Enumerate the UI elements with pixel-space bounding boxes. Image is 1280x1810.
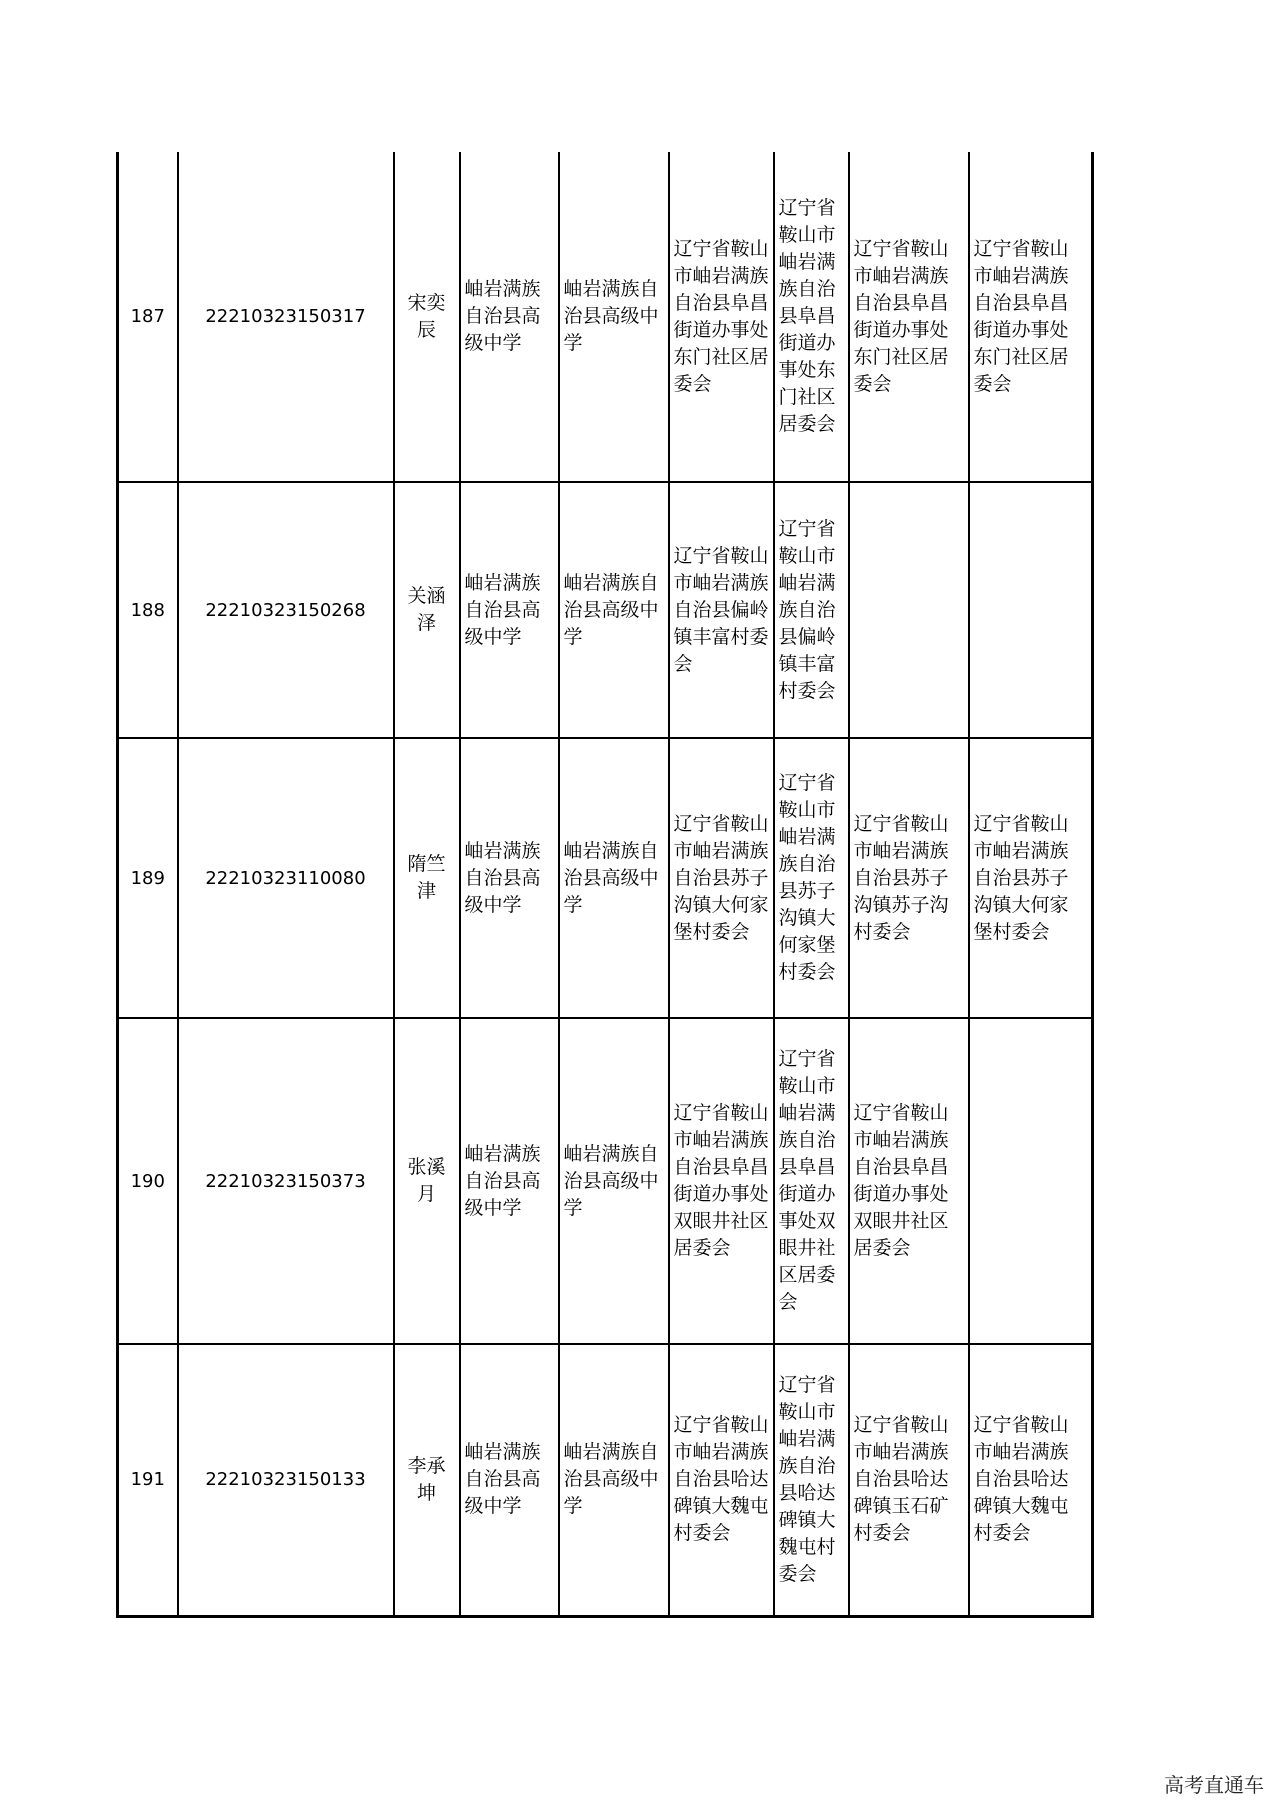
address-1: 辽宁省鞍山市岫岩满族自治县哈达碑镇大魏屯村委会 (669, 1344, 774, 1616)
address-3: 辽宁省鞍山市岫岩满族自治县哈达碑镇玉石矿村委会 (849, 1344, 969, 1616)
row-number: 189 (118, 738, 178, 1018)
student-table-container (116, 152, 1094, 1618)
table-row (118, 738, 1093, 1018)
school-name: 岫岩满族自治县高级中学 (460, 1018, 559, 1344)
table-row (118, 482, 1093, 738)
address-1: 辽宁省鞍山市岫岩满族自治县偏岭镇丰富村委会 (669, 482, 774, 738)
student-name: 宋奕辰 (394, 152, 460, 482)
exam-school: 岫岩满族自治县高级中学 (559, 152, 669, 482)
address-3 (849, 482, 969, 738)
student-table (116, 152, 1094, 1618)
student-name: 张溪月 (394, 1018, 460, 1344)
row-number: 188 (118, 482, 178, 738)
watermark-text: 高考直通车 (1164, 1773, 1264, 1797)
address-4 (969, 482, 1093, 738)
table-row (118, 1018, 1093, 1344)
address-3: 辽宁省鞍山市岫岩满族自治县阜昌街道办事处东门社区居委会 (849, 152, 969, 482)
exam-school: 岫岩满族自治县高级中学 (559, 1344, 669, 1616)
exam-id: 22210323150373 (178, 1018, 394, 1344)
row-number: 190 (118, 1018, 178, 1344)
address-4: 辽宁省鞍山市岫岩满族自治县哈达碑镇大魏屯村委会 (969, 1344, 1093, 1616)
exam-id: 22210323150268 (178, 482, 394, 738)
table-row (118, 152, 1093, 482)
school-name: 岫岩满族自治县高级中学 (460, 738, 559, 1018)
student-name: 关涵泽 (394, 482, 460, 738)
address-2: 辽宁省鞍山市岫岩满族自治县阜昌街道办事处东门社区居委会 (774, 152, 849, 482)
address-1: 辽宁省鞍山市岫岩满族自治县苏子沟镇大何家堡村委会 (669, 738, 774, 1018)
address-4 (969, 1018, 1093, 1344)
address-3: 辽宁省鞍山市岫岩满族自治县苏子沟镇苏子沟村委会 (849, 738, 969, 1018)
address-2: 辽宁省鞍山市岫岩满族自治县偏岭镇丰富村委会 (774, 482, 849, 738)
exam-id: 22210323110080 (178, 738, 394, 1018)
exam-school: 岫岩满族自治县高级中学 (559, 482, 669, 738)
row-number: 191 (118, 1344, 178, 1616)
exam-id: 22210323150317 (178, 152, 394, 482)
exam-id: 22210323150133 (178, 1344, 394, 1616)
address-4: 辽宁省鞍山市岫岩满族自治县苏子沟镇大何家堡村委会 (969, 738, 1093, 1018)
address-2: 辽宁省鞍山市岫岩满族自治县阜昌街道办事处双眼井社区居委会 (774, 1018, 849, 1344)
student-name: 李承坤 (394, 1344, 460, 1616)
address-3: 辽宁省鞍山市岫岩满族自治县阜昌街道办事处双眼井社区居委会 (849, 1018, 969, 1344)
exam-school: 岫岩满族自治县高级中学 (559, 1018, 669, 1344)
exam-school: 岫岩满族自治县高级中学 (559, 738, 669, 1018)
school-name: 岫岩满族自治县高级中学 (460, 482, 559, 738)
student-name: 隋竺津 (394, 738, 460, 1018)
address-1: 辽宁省鞍山市岫岩满族自治县阜昌街道办事处东门社区居委会 (669, 152, 774, 482)
school-name: 岫岩满族自治县高级中学 (460, 152, 559, 482)
address-4: 辽宁省鞍山市岫岩满族自治县阜昌街道办事处东门社区居委会 (969, 152, 1093, 482)
row-number: 187 (118, 152, 178, 482)
address-1: 辽宁省鞍山市岫岩满族自治县阜昌街道办事处双眼井社区居委会 (669, 1018, 774, 1344)
address-2: 辽宁省鞍山市岫岩满族自治县苏子沟镇大何家堡村委会 (774, 738, 849, 1018)
table-row (118, 1344, 1093, 1616)
address-2: 辽宁省鞍山市岫岩满族自治县哈达碑镇大魏屯村委会 (774, 1344, 849, 1616)
school-name: 岫岩满族自治县高级中学 (460, 1344, 559, 1616)
